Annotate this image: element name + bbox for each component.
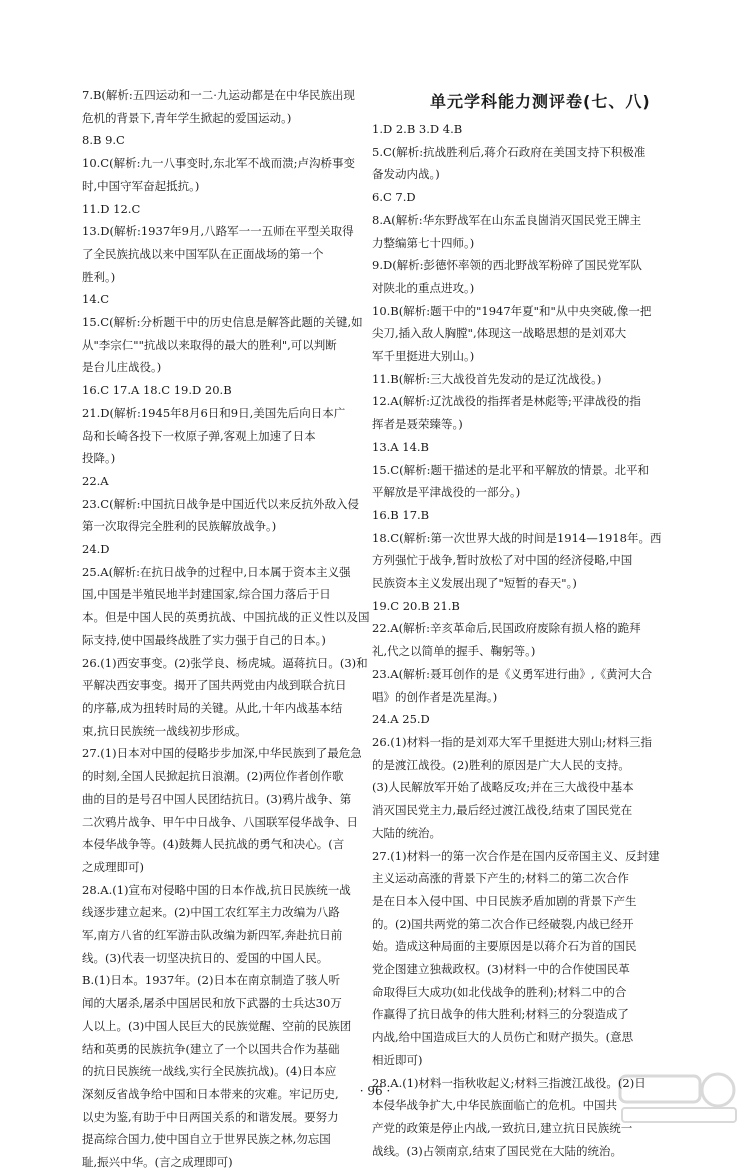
right-column-text-line: 相近即可): [372, 1052, 423, 1067]
right-column-text-line: 民族资本主义发展出现了"短暂的春天"。): [372, 576, 577, 591]
right-column-text-line: 16.B 17.B: [372, 507, 430, 522]
left-column-text-line: 人以上。(3)中国人民巨大的民族觉醒、空前的民族团: [82, 1018, 352, 1033]
right-column-text-line: 对陕北的重点进攻。): [372, 280, 475, 295]
right-column-text-line: 主义运动高涨的背景下产生的;材料二的第二次合作: [372, 871, 629, 886]
right-column-text-line: 力整编第七十四师。): [372, 235, 475, 250]
right-column-text-line: 内战,给中国造成巨大的人员伤亡和财产损失。(意思: [372, 1030, 634, 1045]
right-column-text-line: 唱》的创作者是冼星海。): [372, 689, 498, 704]
left-column-text-line: 7.B(解析:五四运动和一二·九运动都是在中华民族出现: [82, 88, 355, 102]
right-column-text-line: 始。造成这种局面的主要原因是以蒋介石为首的国民: [372, 939, 637, 954]
left-column-text-line: 闻的大屠杀,屠杀中国居民和放下武器的士兵达30万: [82, 996, 342, 1011]
left-column-text-line: 是台儿庄战役。): [82, 360, 162, 375]
left-column-text-line: 10.C(解析:九一八事变时,东北军不战而溃;卢沟桥事变: [82, 156, 355, 171]
left-column-text-line: 了全民族抗战以来中国军队在正面战场的第一个: [82, 246, 324, 261]
left-column-text-line: 的抗日民族统一战线,实行全民族抗战)。(4)日本应: [82, 1064, 337, 1079]
right-column-text-line: 23.A(解析:聂耳创作的是《义勇军进行曲》,《黄河大合: [372, 666, 653, 681]
left-column-text-line: 从"李宗仁""抗战以来取得的最大的胜利",可以判断: [82, 337, 337, 352]
right-column-text-line: 产党的政策是停止内战,一致抗日,建立抗日民族统一: [372, 1120, 633, 1135]
left-column-text-line: 岛和长崎各投下一枚原子弹,客观上加速了日本: [82, 428, 316, 443]
left-column-text-line: 13.D(解析:1937年9月,八路军一一五师在平型关取得: [82, 224, 354, 239]
right-column-text-line: 的。(2)国共两党的第二次合作已经破裂,内战已经开: [372, 916, 634, 931]
left-column-text-line: 提高综合国力,使中国自立于世界民族之林,勿忘国: [82, 1132, 331, 1147]
right-column-text-line: 大陆的统治。: [372, 825, 441, 840]
right-column-text-line: 26.(1)材料一指的是刘邓大军千里挺进大别山;材料三指: [372, 734, 652, 749]
right-column-text-line: 8.A(解析:华东野战军在山东孟良崮消灭国民党王牌主: [372, 212, 642, 227]
left-column-text-line: 时,中国守军奋起抵抗。): [82, 178, 200, 193]
right-column-text-line: 的是渡江战役。(2)胜利的原因是广大人民的支持。: [372, 757, 630, 772]
left-column-text-line: 8.B 9.C: [82, 133, 125, 148]
left-column-text-line: 束,抗日民族统一战线初步形成。: [82, 723, 247, 738]
left-column-text-line: 深刻反省战争给中国和日本带来的灾难。牢记历史,: [82, 1086, 339, 1101]
left-column-text-line: 线。(3)代表一切坚决抗日的、爱国的中国人民。: [82, 950, 329, 965]
right-column-text-line: 10.B(解析:题干中的"1947年夏"和"从中央突破,像一把: [372, 303, 652, 318]
right-column-text-line: 挥者是聂荣臻等。): [372, 417, 463, 432]
left-column-text-line: 的时刻,全国人民掀起抗日浪潮。(2)两位作者创作歌: [82, 769, 344, 784]
right-column-text-line: 方列强忙于战争,暂时放松了对中国的经济侵略,中国: [372, 553, 633, 568]
right-column-text-line: 作赢得了抗日战争的伟大胜利;材料三的分裂造成了: [372, 1007, 629, 1022]
right-column-text-line: 1.D 2.B 3.D 4.B: [372, 122, 463, 136]
right-column-text-line: 军千里挺进大别山。): [372, 349, 475, 364]
watermark-logo: [614, 1068, 742, 1126]
left-column-text-line: 11.D 12.C: [82, 201, 141, 216]
right-column-text-line: 18.C(解析:第一次世界大战的时间是1914—1918年。西: [372, 530, 662, 545]
left-column-text-line: 军,南方八省的红军游击队改编为新四军,奔赴抗日前: [82, 928, 343, 943]
left-column-text-line: 以史为鉴,有助于中日两国关系的和谐发展。要努力: [82, 1109, 339, 1124]
left-column-text-line: 耻,振兴中华。(言之成理即可): [82, 1155, 233, 1170]
right-column-text-line: 6.C 7.D: [372, 190, 416, 205]
right-column-text-line: 12.A(解析:辽沈战役的指挥者是林彪等;平津战役的指: [372, 394, 641, 409]
right-column-text-line: 22.A(解析:辛亥革命后,民国政府废除有损人格的跪拜: [372, 621, 641, 636]
left-column-text-line: 本。但是中国人民的英勇抗战、中国抗战的正义性以及国: [82, 610, 370, 625]
left-column-text-line: 22.A: [82, 473, 109, 488]
right-column-text-line: 5.C(解析:抗战胜利后,蒋介石政府在美国支持下积极准: [372, 144, 646, 159]
right-column-text-line: 尖刀,插入敌人胸膛",体现这一战略思想的是刘邓大: [372, 326, 627, 341]
section-title: 单元学科能力测评卷(七、八): [430, 92, 651, 111]
left-column-text-line: 结和英勇的民族抗争(建立了一个以国共合作为基础: [82, 1041, 340, 1056]
right-column-text-line: 命取得巨大成功(如北伐战争的胜利);材料二中的合: [372, 984, 627, 999]
left-column-text-line: 国,中国是半殖民地半封建国家,综合国力落后于日: [82, 587, 331, 602]
left-column-text-line: 21.D(解析:1945年8月6日和9日,美国先后向日本广: [82, 405, 346, 420]
right-column-text-line: 党企图建立独裁政权。(3)材料一中的合作使国民革: [372, 962, 630, 977]
left-column-text-line: 26.(1)西安事变。(2)张学良、杨虎城。逼蒋抗日。(3)和: [82, 655, 368, 670]
right-column-text-line: 备发动内战。): [372, 167, 440, 182]
left-column-text-line: B.(1)日本。1937年。(2)日本在南京制造了骇人听: [82, 973, 340, 988]
left-column-text-line: 24.D: [82, 542, 110, 557]
right-column-text-line: 本侵华战争扩大,中华民族面临亡的危机。中国共: [372, 1098, 618, 1113]
right-column: [372, 118, 672, 1162]
left-column-text-line: 胜利。): [82, 269, 116, 284]
left-column-text-line: 危机的背景下,青年学生掀起的爱国运动。): [82, 110, 292, 125]
page-number: · 96 ·: [359, 1084, 391, 1098]
left-column-text-line: 27.(1)日本对中国的侵略步步加深,中华民族到了最危急: [82, 746, 362, 761]
left-column-text-line: 线逐步建立起来。(2)中国工农红军主力改编为八路: [82, 905, 340, 920]
right-column-text-line: 9.D(解析:彭德怀率领的西北野战军粉碎了国民党军队: [372, 258, 643, 273]
left-column-text-line: 投降。): [82, 451, 116, 466]
left-column-text-line: 的序幕,成为扭转时局的关键。从此,十年内战基本结: [82, 700, 343, 715]
right-column-text-line: 是在日本入侵中国、中日民族矛盾加剧的背景下产生: [372, 893, 637, 908]
left-column-text-line: 14.C: [82, 292, 110, 307]
left-column-text-line: 28.A.(1)宣布对侵略中国的日本作战,抗日民族统一战: [82, 882, 351, 897]
right-column-text-line: 24.A 25.D: [372, 712, 430, 727]
right-column-text-line: 15.C(解析:题干描述的是北平和平解放的情景。北平和: [372, 462, 649, 477]
right-column-text-line: (3)人民解放军开始了战略反攻;并在三大战役中基本: [372, 780, 634, 795]
left-column: [82, 84, 382, 1174]
right-column-text-line: 28.A.(1)材料一指秋收起义;材料三指渡江战役。(2)日: [372, 1075, 646, 1090]
right-column-text-line: 11.B(解析:三大战役首先发动的是辽沈战役。): [372, 371, 602, 386]
right-column-text-line: 战线。(3)占领南京,结束了国民党在大陆的统治。: [372, 1143, 622, 1158]
right-column-text-line: 13.A 14.B: [372, 439, 429, 454]
right-column-text-line: 19.C 20.B 21.B: [372, 598, 460, 613]
left-column-text-line: 15.C(解析:分析题干中的历史信息是解答此题的关键,如: [82, 315, 363, 330]
left-column-text-line: 16.C 17.A 18.C 19.D 20.B: [82, 383, 232, 398]
left-column-text-line: 际支持,使中国最终战胜了实力强于自己的日本。): [82, 632, 326, 647]
left-column-text-line: 之成理即可): [82, 859, 144, 874]
left-column-text-line: 23.C(解析:中国抗日战争是中国近代以来反抗外敌入侵: [82, 496, 359, 511]
right-column-text-line: 消灭国民党主力,最后经过渡江战役,结束了国民党在: [372, 803, 633, 818]
left-column-text-line: 25.A(解析:在抗日战争的过程中,日本属于资本主义强: [82, 564, 351, 579]
right-column-text-line: 礼,代之以简单的握手、鞠躬等。): [372, 644, 536, 659]
left-column-text-line: 曲的目的是号召中国人民团结抗日。(3)鸦片战争、第: [82, 791, 352, 806]
right-column-text-line: 平解放是平津战役的一部分。): [372, 485, 521, 500]
left-column-text-line: 平解决西安事变。揭开了国共两党由内战到联合抗日: [82, 678, 347, 693]
left-column-text-line: 二次鸦片战争、甲午中日战争、八国联军侵华战争、日: [82, 814, 358, 829]
right-column-text-line: 27.(1)材料一的第一次合作是在国内反帝国主义、反封建: [372, 848, 660, 863]
left-column-text-line: 本侵华战争等。(4)鼓舞人民抗战的勇气和决心。(言: [82, 837, 345, 852]
left-column-text-line: 第一次取得完全胜利的民族解放战争。): [82, 519, 277, 534]
